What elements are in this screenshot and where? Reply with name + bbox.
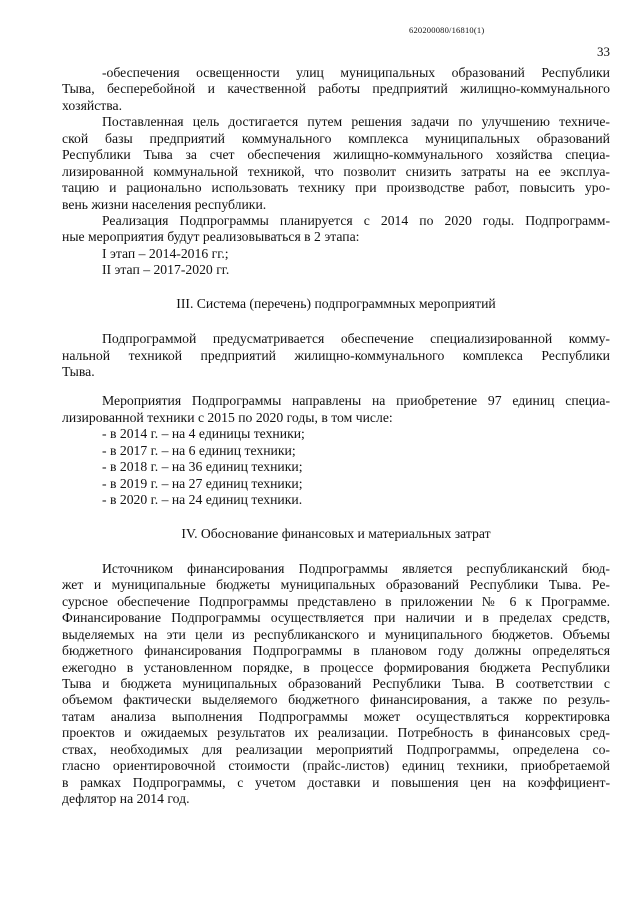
intro-paragraph bbox=[62, 65, 610, 114]
section3-paragraph-1 bbox=[62, 331, 610, 380]
text-line: Финансирование Подпрограммы осуществляется при наличии и в пределах средств, bbox=[62, 610, 610, 626]
text-line: Реализация Подпрограммы планируется с 2014 по 2020 годы. Подпрограмм- bbox=[102, 212, 610, 228]
text-line: Тыва, бесперебойной и качественной работы предприятий жилищно-коммунального bbox=[62, 81, 610, 97]
text-line: Мероприятия Подпрограммы направлены на приобретение 97 единиц специа- bbox=[102, 393, 610, 409]
text-line: бюджетного финансирования Подпрограммы в плановом году должны определяться bbox=[62, 643, 610, 659]
text-line: ской базы предприятий коммунального комплекса муниципальных образований bbox=[62, 130, 610, 146]
text-line: Источником финансирования Подпрограммы является республиканский бюд- bbox=[102, 560, 610, 576]
purchase-list bbox=[62, 426, 610, 508]
text-line: лизированной коммунальной техникой, что позволит снизить затраты на ее эксплуа- bbox=[62, 163, 610, 179]
section-heading: IV. Обоснование финансовых и материальных затрат bbox=[181, 525, 491, 541]
text-line: вень жизни населения республики. bbox=[62, 196, 267, 212]
text-line: тацию и рационально использовать технику при производстве работ, повысить уро- bbox=[62, 180, 610, 196]
list-item: - в 2020 г. – на 24 единиц техники. bbox=[102, 492, 303, 508]
text-line: жет и муниципальные бюджеты муниципальных образований Республики Тыва. Ре- bbox=[62, 577, 610, 593]
period-paragraph bbox=[62, 213, 610, 246]
section-heading: III. Система (перечень) подпрограммных мероприятий bbox=[176, 295, 496, 311]
list-item: - в 2014 г. – на 4 единицы техники; bbox=[102, 426, 305, 442]
list-item: - в 2017 г. – на 6 единиц техники; bbox=[102, 442, 296, 458]
goal-paragraph bbox=[62, 114, 610, 213]
text-line: нальной техникой предприятий жилищно-коммунального комплекса Республики bbox=[62, 347, 610, 363]
text-line: ежегодно в установленном порядке, в процессе формирования бюджета Республики bbox=[62, 659, 610, 675]
text-line: выделяемых на эти цели из республиканского и муниципального бюджетов. Объемы bbox=[62, 626, 610, 642]
text-line: ствах, необходимых для реализации мероприятий Подпрограммы, определена со- bbox=[62, 741, 610, 757]
text-line: сурсное обеспечение Подпрограммы представлено в приложении № 6 к Программе. bbox=[62, 593, 610, 609]
list-item: II этап – 2017-2020 гг. bbox=[102, 262, 230, 278]
section3-paragraph-2 bbox=[62, 393, 610, 426]
page-number: 33 bbox=[597, 44, 610, 59]
text-line: в рамках Подпрограммы, с учетом доставки и повышения цен на коэффициент- bbox=[62, 774, 610, 790]
text-line: -обеспечения освещенности улиц муниципальных образований Республики bbox=[102, 65, 610, 80]
text-line: ные мероприятия будут реализовываться в 2 этапа: bbox=[62, 229, 360, 245]
list-item: - в 2019 г. – на 27 единиц техники; bbox=[102, 475, 303, 491]
text-line: хозяйства. bbox=[62, 97, 123, 113]
section4-paragraph bbox=[62, 561, 610, 808]
page-text bbox=[62, 65, 610, 808]
list-item: - в 2018 г. – на 36 единиц техники; bbox=[102, 459, 303, 475]
text-line: лизированной техники с 2015 по 2020 годы, в том числе: bbox=[62, 409, 393, 425]
document-id: 620200080/16810(1) bbox=[409, 25, 485, 35]
list-item: I этап – 2014-2016 гг.; bbox=[102, 245, 229, 261]
text-line: татам анализа выполнения Подпрограммы может осуществляться корректировка bbox=[62, 708, 610, 724]
text-line: Тыва. bbox=[62, 364, 95, 379]
text-line: Поставленная цель достигается путем решения задачи по улучшению техниче- bbox=[102, 114, 610, 130]
text-line: Республики Тыва за счет обеспечения жилищно-коммунального хозяйства специа- bbox=[62, 147, 610, 163]
text-line: гласно ориентировочной стоимости (прайс-листов) единиц техники, приобретаемой bbox=[62, 758, 610, 774]
text-line: проектов и ожидаемых результатов их реализации. Потребность в финансовых сред- bbox=[62, 725, 610, 741]
stage-list bbox=[62, 246, 610, 279]
text-line: Подпрограммой предусматривается обеспечение специализированной комму- bbox=[102, 331, 610, 347]
text-line: дефлятор на 2014 год. bbox=[62, 791, 190, 807]
text-line: объемом фактически выделяемого бюджетного финансирования, а также по резуль- bbox=[62, 692, 610, 708]
text-line: Тыва и бюджета муниципальных образований Республики Тыва. В соответствии с bbox=[62, 676, 610, 691]
